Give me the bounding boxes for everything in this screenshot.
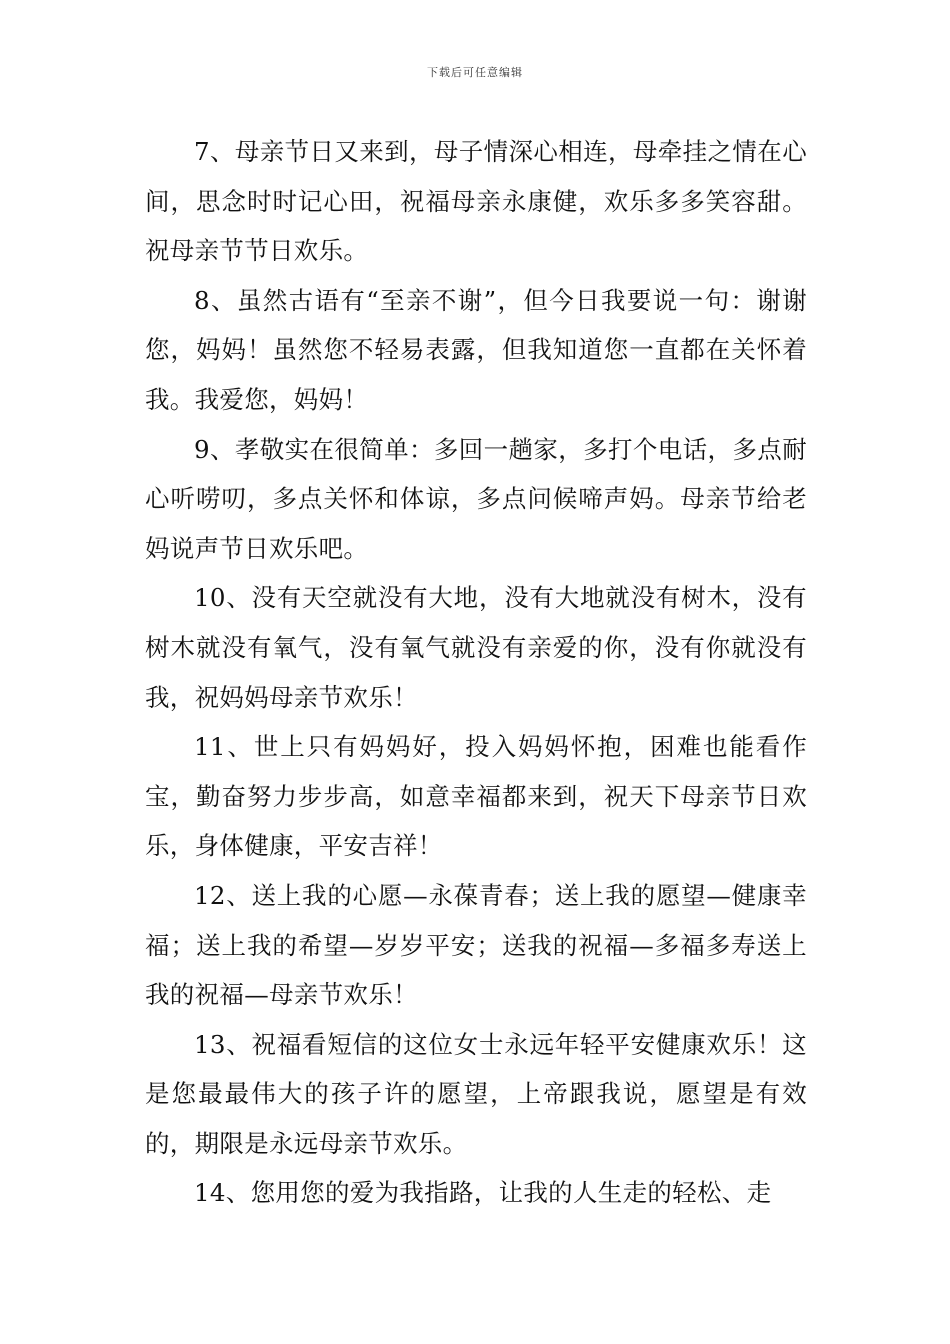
paragraph-14: 14、您用您的爱为我指路，让我的人生走的轻松、走 [194,1178,772,1208]
paragraph-12: 12、送上我的心愿—永葆青春；送上我的愿望—健康幸福；送上我的希望—岁岁平安；送我的祝福—多福多寿送上我的祝福—母亲节欢乐！ [145,880,807,1010]
paragraph-11: 11、世上只有妈妈好，投入妈妈怀抱，困难也能看作宝，勤奋努力步步高，如意幸福都来到，祝天下母亲节日欢乐，身体健康，平安吉祥！ [145,732,807,861]
paragraph-10: 10、没有天空就没有大地，没有大地就没有树木，没有树木就没有氧气，没有氧气就没有亲爱的你，没有你就没有我，祝妈妈母亲节欢乐！ [145,583,807,712]
paragraph-9: 9、孝敬实在很简单：多回一趟家，多打个电话，多点耐心听唠叨，多点关怀和体谅，多点问候啼声妈。母亲节给老妈说声节日欢乐吧。 [145,434,807,563]
paragraph-7: 7、母亲节日又来到，母子情深心相连，母牵挂之情在心间，思念时时记心田，祝福母亲永康健，欢乐多多笑容甜。祝母亲节节日欢乐。 [145,137,807,266]
paragraph-13: 13、祝福看短信的这位女士永远年轻平安健康欢乐！这是您最最伟大的孩子许的愿望，上帝跟我说，愿望是有效的，期限是永远母亲节欢乐。 [145,1029,807,1158]
document-body [145,127,807,1218]
page-header-note: 下载后可任意编辑 [427,66,523,79]
paragraph-8: 8、虽然古语有“至亲不谢”，但今日我要说一句：谢谢您，妈妈！虽然您不轻易表露，但我知道您一直都在关怀着我。我爱您，妈妈！ [145,285,807,414]
